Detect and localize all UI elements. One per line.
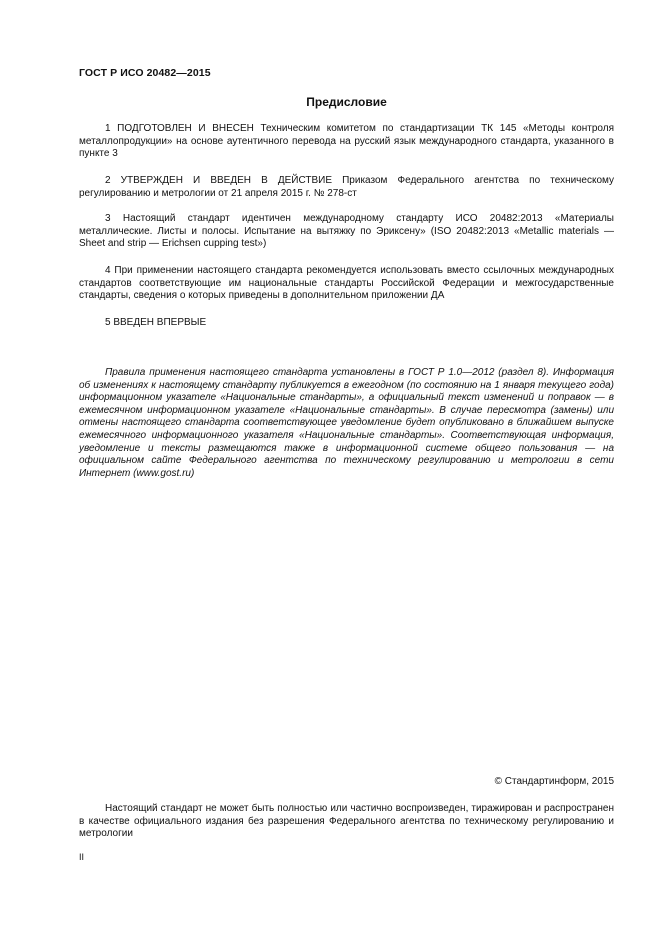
- foreword-item-1: 1 ПОДГОТОВЛЕН И ВНЕСЕН Техническим комитетом по стандартизации ТК 145 «Методы контроля металлопродукции» на основе аутентичного перевода на русский язык международного стандарта, указанного в пункте 3: [79, 123, 614, 160]
- reproduction-notice: Настоящий стандарт не может быть полностью или частично воспроизведен, тиражирован и распространен в качестве официального издания без разрешения Федерального агентства по техническому регулированию и метрологии: [79, 803, 614, 840]
- foreword-item-2: 2 УТВЕРЖДЕН И ВВЕДЕН В ДЕЙСТВИЕ Приказом Федерального агентства по техническому регулированию и метрологии от 21 апреля 2015 г. № 278-ст: [79, 175, 614, 199]
- copyright-line: © Стандартинформ, 2015: [494, 776, 614, 787]
- foreword-title: Предисловие: [306, 95, 387, 109]
- foreword-item-5: 5 ВВЕДЕН ВПЕРВЫЕ: [105, 317, 207, 328]
- foreword-item-4: 4 При применении настоящего стандарта рекомендуется использовать вместо ссылочных международных стандартов соответствующие им национальные стандарты Российской Федерации и межгосударственные стандарты, сведения о которых приведены в дополнительном приложении ДА: [79, 265, 614, 302]
- foreword-item-3: 3 Настоящий стандарт идентичен международному стандарту ИСО 20482:2013 «Материалы металлические. Листы и полосы. Испытание на вытяжку по Эриксену» (ISO 20482:2013 «Metallic materials — Sheet and strip — Erichsen cupping test»): [79, 213, 614, 250]
- page-number: II: [79, 852, 85, 862]
- rules-notice: Правила применения настоящего стандарта установлены в ГОСТ Р 1.0—2012 (раздел 8). Информация об изменениях к настоящему стандарту публикуется в ежегодном (по состоянию на 1 января текущего года) информационном указателе «Национальные стандарты», а официальный текст изменений и поправок — в ежемесячном информационном указателе «Национальные стандарты». В случае пересмотра (замены) или отмены настоящего стандарта соответствующее уведомление будет опубликовано в ближайшем выпуске ежемесячного информационного указателя «Национальные стандарты». Соответствующая информация, уведомление и тексты размещаются также в информационной системе общего пользования — на официальном сайте Федерального агентства по техническому регулированию и метрологии в сети Интернет (www.gost.ru): [79, 367, 614, 479]
- standard-code-header: ГОСТ Р ИСО 20482—2015: [79, 67, 211, 79]
